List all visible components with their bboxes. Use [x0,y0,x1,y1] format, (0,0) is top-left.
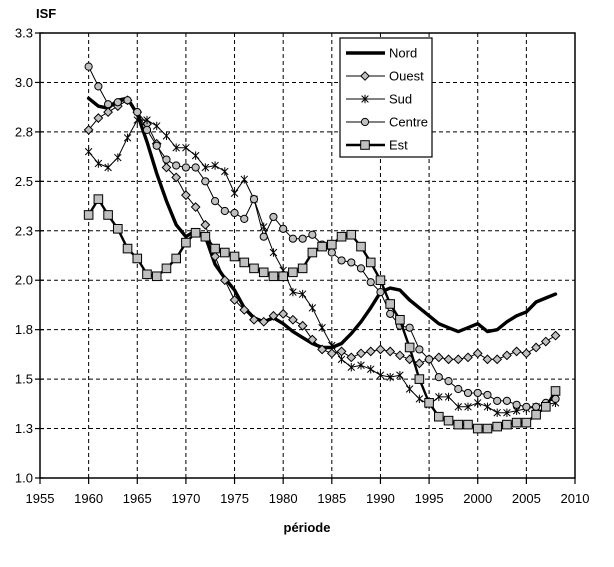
series-marker-ouest-diamond-icon [298,322,306,330]
series-marker-centre-circle-icon [484,391,491,398]
series-marker-est-square-icon [259,268,268,277]
series-marker-est-square-icon [493,422,502,431]
series-marker-est-square-icon [133,254,142,263]
series-marker-est-square-icon [318,242,327,251]
y-axis-tick-label: 1.3 [14,421,33,437]
series-marker-est-square-icon [201,232,210,241]
series-marker-est-square-icon [221,248,230,257]
series-marker-centre-circle-icon [221,207,228,214]
x-axis-tick-label: 1970 [171,491,201,506]
x-axis-tick-label: 1985 [317,491,347,506]
series-marker-est-square-icon [104,211,113,220]
series-marker-est-square-icon [84,211,93,220]
series-marker-est-square-icon [298,264,307,273]
series-marker-centre-circle-icon [124,97,131,104]
series-marker-centre-circle-icon [503,397,510,404]
y-axis-tick-label: 1.5 [14,371,33,387]
y-axis-tick-label: 3.0 [14,74,33,90]
series-marker-ouest-diamond-icon [357,349,365,357]
series-marker-centre-circle-icon [455,385,462,392]
series-marker-centre-circle-icon [464,389,471,396]
y-axis-tick-label: 2.5 [14,173,33,189]
series-marker-centre-circle-icon [328,249,335,256]
series-marker-ouest-diamond-icon [289,316,297,324]
series-marker-est-square-icon [512,418,521,427]
series-marker-est-square-icon [405,343,414,352]
series-marker-ouest-diamond-icon [386,347,394,355]
legend-label-ouest: Ouest [389,68,424,84]
series-marker-ouest-diamond-icon [551,331,559,339]
series-marker-est-square-icon [444,416,453,425]
series-marker-centre-circle-icon [377,288,384,295]
series-marker-ouest-diamond-icon [435,353,443,361]
series-marker-est-square-icon [191,228,200,237]
y-axis-tick-label: 2.0 [14,272,33,288]
series-marker-est-square-icon [114,225,123,234]
series-marker-centre-circle-icon [104,101,111,108]
series-marker-est-square-icon [337,232,346,241]
series-marker-ouest-diamond-icon [474,349,482,357]
x-axis-tick-label: 1960 [74,491,104,506]
series-marker-est-square-icon [551,387,560,396]
series-marker-centre-circle-icon [153,142,160,149]
series-marker-ouest-diamond-icon [444,355,452,363]
series-marker-est-square-icon [328,240,337,249]
series-marker-centre-circle-icon [445,377,452,384]
series-marker-centre-circle-icon [173,162,180,169]
series-marker-est-square-icon [425,399,434,408]
series-marker-centre-circle-icon [134,109,141,116]
series-marker-centre-circle-icon [309,231,316,238]
series-marker-centre-circle-icon [299,235,306,242]
series-marker-ouest-diamond-icon [376,345,384,353]
series-marker-centre-circle-icon [513,401,520,408]
legend-marker-circle-icon [361,118,368,125]
y-axis-tick-label: 2.3 [14,223,33,239]
series-marker-centre-circle-icon [143,126,150,133]
series-marker-est-square-icon [483,424,492,433]
legend-marker-square-icon [361,141,370,150]
series-marker-centre-circle-icon [435,374,442,381]
series-marker-centre-circle-icon [280,225,287,232]
series-marker-centre-circle-icon [202,178,209,185]
series-marker-est-square-icon [240,258,249,267]
series-marker-ouest-diamond-icon [454,355,462,363]
series-line-sud [89,120,556,413]
series-marker-est-square-icon [415,375,424,384]
series-marker-est-square-icon [279,272,288,281]
series-marker-est-square-icon [123,244,132,253]
series-marker-est-square-icon [152,272,161,281]
series-marker-ouest-diamond-icon [512,347,520,355]
series-marker-est-square-icon [308,248,317,257]
y-axis-tick-label: 1.0 [14,470,33,486]
series-marker-centre-circle-icon [114,99,121,106]
series-marker-ouest-diamond-icon [493,355,501,363]
y-axis-tick-label: 2.8 [14,124,33,140]
legend-label-nord: Nord [389,45,418,61]
series-marker-est-square-icon [542,403,551,412]
legend-box [340,38,432,157]
series-marker-est-square-icon [357,242,366,251]
series-marker-est-square-icon [454,420,463,429]
series-marker-centre-circle-icon [338,257,345,264]
legend-label-sud: Sud [389,91,413,107]
series-marker-ouest-diamond-icon [279,310,287,318]
series-marker-est-square-icon [473,424,482,433]
series-marker-ouest-diamond-icon [503,351,511,359]
series-marker-est-square-icon [172,254,181,263]
series-marker-centre-circle-icon [241,215,248,222]
x-axis-tick-label: 2010 [560,491,590,506]
series-marker-centre-circle-icon [387,310,394,317]
series-marker-est-square-icon [162,264,171,273]
series-line-nord [89,98,556,347]
series-marker-centre-circle-icon [85,63,92,70]
series-marker-centre-circle-icon [425,356,432,363]
series-marker-centre-circle-icon [192,164,199,171]
series-marker-est-square-icon [230,252,239,261]
series-marker-ouest-diamond-icon [483,355,491,363]
series-line-centre [89,67,556,407]
series-marker-est-square-icon [366,258,375,267]
x-axis-tick-label: 1975 [220,491,250,506]
series-marker-centre-circle-icon [416,346,423,353]
series-marker-est-square-icon [143,270,152,279]
x-axis-tick-label: 1955 [25,491,55,506]
legend-label-est: Est [389,137,408,153]
series-marker-ouest-diamond-icon [522,349,530,357]
x-axis-tick-label: 1965 [122,491,152,506]
x-axis-tick-label: 2000 [463,491,493,506]
series-marker-centre-circle-icon [406,324,413,331]
series-marker-est-square-icon [532,410,541,419]
y-axis-tick-label: 3.3 [14,25,33,41]
series-marker-centre-circle-icon [348,259,355,266]
series-marker-centre-circle-icon [289,235,296,242]
series-marker-centre-circle-icon [95,83,102,90]
x-axis-tick-label: 1980 [268,491,298,506]
series-marker-est-square-icon [347,230,356,239]
series-marker-est-square-icon [503,420,512,429]
series-marker-centre-circle-icon [231,209,238,216]
series-marker-est-square-icon [386,300,395,309]
series-marker-centre-circle-icon [163,156,170,163]
series-marker-centre-circle-icon [474,389,481,396]
series-marker-centre-circle-icon [357,265,364,272]
series-marker-ouest-diamond-icon [542,337,550,345]
series-marker-centre-circle-icon [367,279,374,286]
series-marker-est-square-icon [211,244,220,253]
series-marker-est-square-icon [522,418,531,427]
series-marker-centre-circle-icon [494,397,501,404]
series-marker-est-square-icon [464,420,473,429]
series-marker-centre-circle-icon [211,198,218,205]
series-marker-centre-circle-icon [532,403,539,410]
series-marker-est-square-icon [376,276,385,285]
series-marker-est-square-icon [182,238,191,247]
series-marker-est-square-icon [269,272,278,281]
series-marker-ouest-diamond-icon [367,347,375,355]
series-marker-ouest-diamond-icon [201,221,209,229]
series-marker-ouest-diamond-icon [532,343,540,351]
series-marker-est-square-icon [289,268,298,277]
series-marker-centre-circle-icon [270,213,277,220]
series-marker-centre-circle-icon [260,233,267,240]
x-axis-tick-label: 2005 [511,491,541,506]
series-marker-est-square-icon [396,315,405,324]
series-marker-est-square-icon [94,195,103,204]
y-axis-tick-label: 1.8 [14,322,33,338]
legend-label-centre: Centre [389,114,429,130]
series-marker-ouest-diamond-icon [347,353,355,361]
x-axis-title: période [283,520,331,535]
series-marker-ouest-diamond-icon [396,351,404,359]
x-axis-tick-label: 1990 [365,491,395,506]
series-marker-centre-circle-icon [523,403,530,410]
series-marker-est-square-icon [435,412,444,421]
series-marker-ouest-diamond-icon [464,353,472,361]
y-axis-title: ISF [36,6,57,21]
series-marker-est-square-icon [250,264,259,273]
series-marker-centre-circle-icon [250,196,257,203]
series-marker-centre-circle-icon [182,164,189,171]
x-axis-tick-label: 1995 [414,491,444,506]
